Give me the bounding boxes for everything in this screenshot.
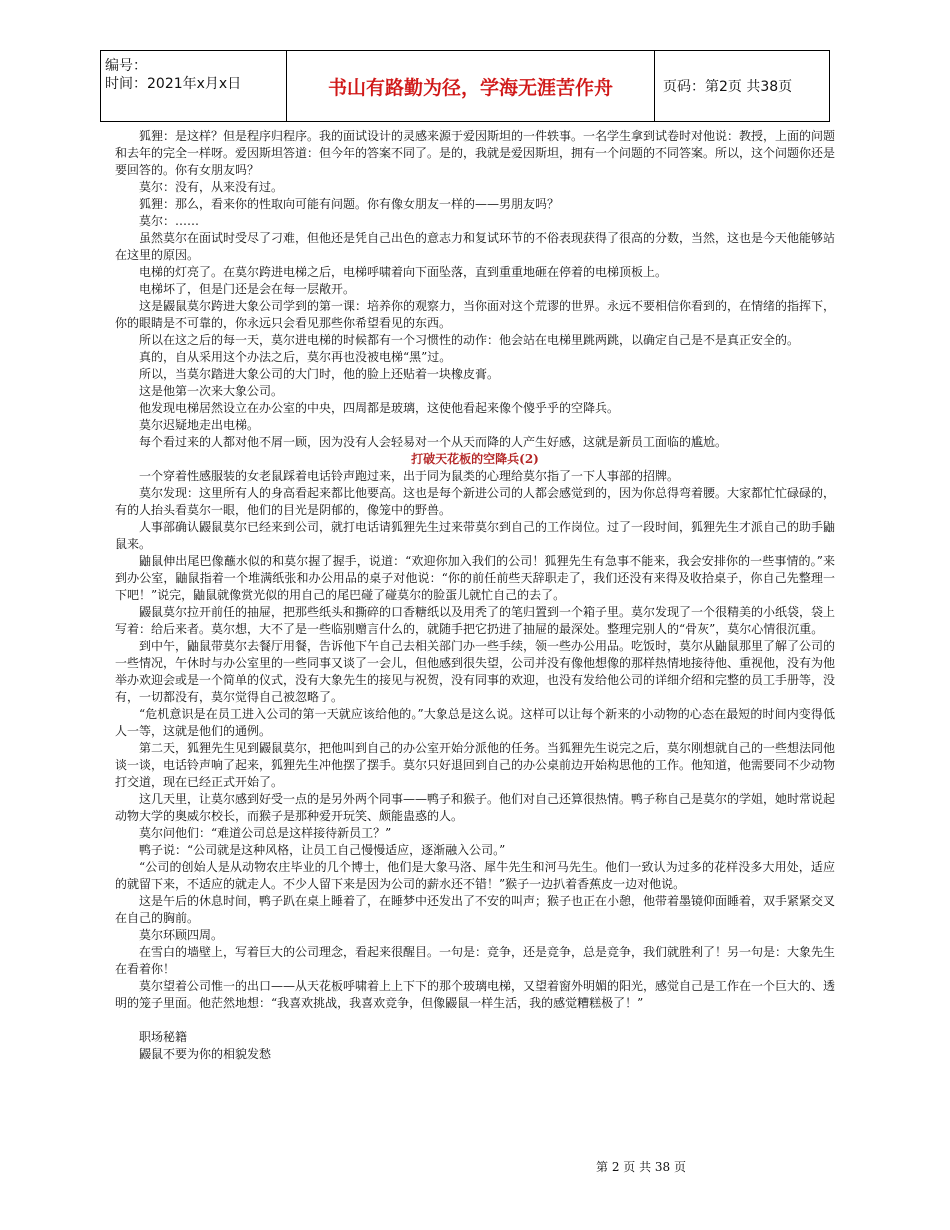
paragraph: 狐狸：那么，看来你的性取向可能有问题。你有像女朋友一样的——男朋友吗？ xyxy=(139,197,560,211)
paragraph: 莫尔：没有，从来没有过。 xyxy=(139,180,284,194)
paragraph: 莫尔迟疑地走出电梯。 xyxy=(139,418,260,432)
page-header xyxy=(100,50,830,122)
paragraph: 这是鼹鼠莫尔跨进大象公司学到的第一课：培养你的观察力，当你面对这个荒谬的世界。永远不要相信你看到的，在情绪的指挥下，你的眼睛是不可靠的，你永远只会看见那些你希望看见的东西。 xyxy=(115,299,836,330)
paragraph: 到中午，鼬鼠带莫尔去餐厅用餐，告诉他下午自己去相关部门办一些手续，领一些办公用品。吃饭时，莫尔从鼬鼠那里了解了公司的一些情况，午休时与办公室里的一些同事又谈了一会儿，但他感到很失望，公司并没有像他想像的那样热情地接待他、重视他，没有为他举办欢迎会或是一个简单的仪式，没有大象先生的接见与祝贺，没有同事的欢迎，也没有发给他公司的详细介绍和完整的员工手册等，没有，一切都没有，莫尔觉得自己被忽略了。 xyxy=(115,639,836,704)
paragraph: 第二天，狐狸先生见到鼹鼠莫尔，把他叫到自己的办公室开始分派他的任务。当狐狸先生说完之后，莫尔刚想就自己的一些想法同他谈一谈，电话铃声响了起来，狐狸先生冲他摆了摆手。莫尔只好退回到自己的办公桌前边开始构思他的工作。他知道，他需要同不少动物打交道，现在已经正式开始了。 xyxy=(115,741,836,789)
paragraph: 鼹鼠莫尔拉开前任的抽屉，把那些纸头和撕碎的口香糖纸以及用秃了的笔归置到一个箱子里。莫尔发现了一个很精美的小纸袋，袋上写着：给后来者。莫尔想，大不了是一些临别赠言什么的，就随手把它扔进了抽屉的最深处。整理完别人的“骨灰”，莫尔心情很沉重。 xyxy=(115,605,836,636)
paragraph: 真的，自从采用这个办法之后，莫尔再也没被电梯“黑”过。 xyxy=(139,350,452,364)
paragraph: 电梯的灯亮了。在莫尔跨进电梯之后，电梯呼啸着向下面坠落，直到重重地砸在停着的电梯顶板上。 xyxy=(139,265,668,279)
paragraph: 一个穿着性感服装的女老鼠踩着电话铃声跑过来，出于同为鼠类的心理给莫尔指了一下人事部的招牌。 xyxy=(139,469,680,483)
paragraph: 所以，当莫尔踏进大象公司的大门时，他的脸上还贴着一块橡皮膏。 xyxy=(139,367,500,381)
header-meta xyxy=(101,51,287,121)
paragraph: 这几天里，让莫尔感到好受一点的是另外两个同事——鸭子和猴子。他们对自己还算很热情。鸭子称自己是莫尔的学姐，她时常说起动物大学的奥威尔校长，而猴子是那种爱开玩笑、颇能蛊惑的人。 xyxy=(115,792,836,823)
footer-page-number: 第 2 页 共 38 页 xyxy=(596,1160,686,1174)
paragraph: 人事部确认鼹鼠莫尔已经来到公司，就打电话请狐狸先生过来带莫尔到自己的工作岗位。过了一段时间，狐狸先生才派自己的助手鼬鼠来。 xyxy=(115,520,836,551)
paragraph: 在雪白的墙壁上，写着巨大的公司理念，看起来很醒目。一句是：竞争，还是竞争，总是竞争，我们就胜利了！另一句是：大象先生在看着你！ xyxy=(115,945,836,976)
section-line: 鼹鼠不要为你的相貌发愁 xyxy=(139,1047,272,1061)
paragraph: 这是他第一次来大象公司。 xyxy=(139,384,284,398)
paragraph: 虽然莫尔在面试时受尽了刁难，但他还是凭自己出色的意志力和复试环节的不俗表现获得了很高的分数，当然，这也是今天他能够站在这里的原因。 xyxy=(115,231,836,262)
header-motto: 书山有路勤为径，学海无涯苦作舟 xyxy=(287,51,655,121)
paragraph-group-1 xyxy=(115,128,835,451)
paragraph: 狐狸：是这样？但是程序归程序。我的面试设计的灵感来源于爱因斯坦的一件轶事。一名学生拿到试卷时对他说：教授，上面的问题和去年的完全一样呀。爱因斯坦答道：但今年的答案不同了。是的，我就是爱因斯坦，拥有一个问题的不同答案。所以，这个问题你还是要回答的。你有女朋友吗？ xyxy=(115,129,836,177)
paragraph: 电梯坏了，但是门还是会在每一层敞开。 xyxy=(139,282,356,296)
paragraph: 鸭子说：“公司就是这种风格，让员工自己慢慢适应，逐渐融入公司。” xyxy=(139,843,506,857)
chapter-subtitle: 打破天花板的空降兵(2) xyxy=(411,452,539,466)
paragraph: “公司的创始人是从动物农庄毕业的几个博士，他们是大象马洛、犀牛先生和河马先生。他们一致认为过多的花样没多大用处，适应的就留下来，不适应的就走人。不少人留下来是因为公司的薪水还不错！”猴子一边扒着香蕉皮一边对他说。 xyxy=(115,860,835,891)
paragraph: 莫尔问他们：“难道公司总是这样接待新员工？” xyxy=(139,826,392,840)
header-number-label: 编号： xyxy=(105,58,147,74)
paragraph: 鼬鼠伸出尾巴像蘸水似的和莫尔握了握手，说道：“欢迎你加入我们的公司！狐狸先生有急事不能来，我会安排你的一些事情的。”来到办公室，鼬鼠指着一个堆满纸张和办公用品的桌子对他说：“你的前任前些天辞职走了，我们还没有来得及收拾桌子，你自己先整理一下吧！”说完，鼬鼠就像赏光似的用自己的尾巴碰了碰莫尔的脸蛋儿就忙自己的去了。 xyxy=(115,554,835,602)
paragraph: 莫尔：…… xyxy=(139,214,200,228)
paragraph: 莫尔环顾四周。 xyxy=(139,928,224,942)
paragraph: “危机意识是在员工进入公司的第一天就应该给他的。”大象总是这么说。这样可以让每个新来的小动物的心态在最短的时间内变得低人一等，这就是他们的通例。 xyxy=(115,707,835,738)
paragraph: 每个看过来的人都对他不屑一顾，因为没有人会轻易对一个从天而降的人产生好感，这就是新员工面临的尴尬。 xyxy=(139,435,728,449)
paragraph: 这是午后的休息时间，鸭子趴在桌上睡着了，在睡梦中还发出了不安的叫声；猴子也正在小憩，他带着墨镜仰面睡着，双手紧紧交叉在自己的胸前。 xyxy=(115,894,836,925)
paragraph-group-2 xyxy=(115,468,835,1012)
paragraph: 莫尔发现：这里所有人的身高看起来都比他要高。这也是每个新进公司的人都会感觉到的，因为你总得弯着腰。大家都忙忙碌碌的，有的人抬头看莫尔一眼，他们的目光是阴郁的，像笼中的野兽。 xyxy=(115,486,836,517)
paragraph: 所以在这之后的每一天，莫尔进电梯的时候都有一个习惯性的动作：他会站在电梯里跳两跳，以确定自己是不是真正安全的。 xyxy=(139,333,800,347)
paragraph: 莫尔望着公司惟一的出口——从天花板呼啸着上上下下的那个玻璃电梯，又望着窗外明媚的阳光，感觉自己是工作在一个巨大的、透明的笼子里面。他茫然地想：“我喜欢挑战，我喜欢竞争，但像鼹鼠一样生活，我的感觉糟糕极了！” xyxy=(115,979,836,1010)
section-title: 职场秘籍 xyxy=(139,1030,188,1044)
header-time: 时间：2021年x月x日 xyxy=(105,76,242,92)
document-body xyxy=(115,128,835,1063)
paragraph: 他发现电梯居然设立在办公室的中央，四周都是玻璃，这使他看起来像个傻乎乎的空降兵。 xyxy=(139,401,620,415)
header-page-info: 页码：第2页 共38页 xyxy=(663,79,793,95)
